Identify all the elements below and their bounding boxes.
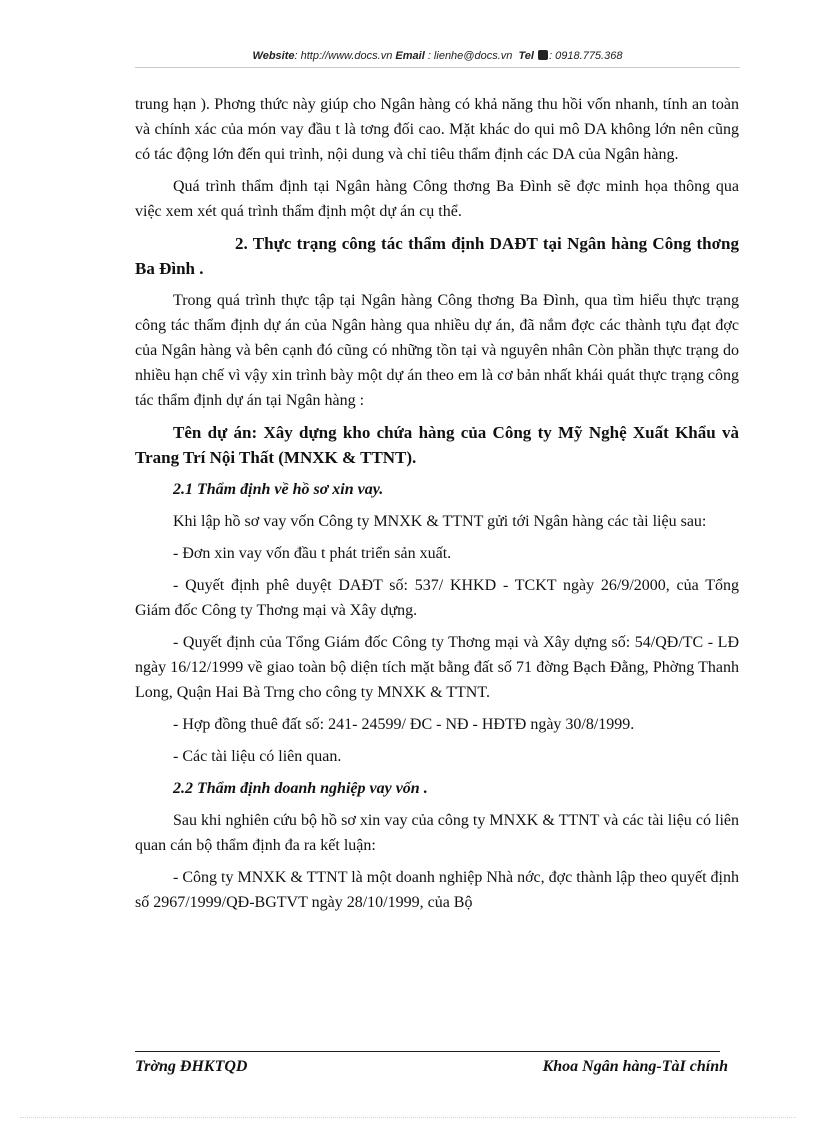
paragraph-2: Quá trình thẩm định tại Ngân hàng Công thơng Ba Đình sẽ đợc minh họa thông qua việc xem xét quá trình thẩm định một dự án cụ thể. xyxy=(135,178,739,220)
list-item: - Đơn xin vay vốn đầu t phát triển sản xuất. xyxy=(173,545,452,562)
project-title: Tên dự án: Xây dựng kho chứa hàng của Công ty Mỹ Nghệ Xuất Khẩu và Trang Trí Nội Thất (MNXK & TTNT). xyxy=(135,423,739,467)
email-label: Email xyxy=(395,50,425,62)
phone-icon xyxy=(538,50,548,60)
section-heading-2: 2. Thực trạng công tác thẩm định DAĐT tại Ngân hàng Công thơng Ba Đình . xyxy=(135,234,739,278)
footer-school: Trờng ĐHKTQD xyxy=(135,1058,248,1075)
subsection-2-2: 2.2 Thẩm định doanh nghiệp vay vốn . xyxy=(173,780,428,797)
list-item: - Quyết định của Tổng Giám đốc Công ty Thơng mại và Xây dựng số: 54/QĐ/TC - LĐ ngày 16/12/1999 về giao toàn bộ diện tích mặt bằng đất số 71 đờng Bạch Đằng, Phờng Thanh Long, Quận Hai Bà Trng cho công ty MNXK & TTNT. xyxy=(135,634,739,701)
paragraph-5: Sau khi nghiên cứu bộ hồ sơ xin vay của công ty MNXK & TTNT và các tài liệu có liên quan cán bộ thẩm định đa ra kết luận: xyxy=(135,812,739,854)
website-label: Website xyxy=(252,50,295,62)
footer-divider xyxy=(135,1051,720,1052)
subsection-2-1: 2.1 Thẩm định về hồ sơ xin vay. xyxy=(173,481,384,498)
tel-value: : 0918.775.368 xyxy=(549,50,623,62)
page-footer xyxy=(135,1058,728,1076)
email-value: : lienhe@docs.vn xyxy=(424,50,513,62)
list-item: - Các tài liệu có liên quan. xyxy=(173,748,342,765)
website-value: : http://www.docs.vn xyxy=(294,50,393,62)
document-body xyxy=(135,92,739,922)
paragraph-1: trung hạn ). Phơng thức này giúp cho Ngân hàng có khả năng thu hồi vốn nhanh, tính an toàn và chính xác của món vay đầu t là tơng đối cao. Mặt khác do qui mô DA không lớn nên cũng có tác động lớn đến qui trình, nội dung và chỉ tiêu thẩm định các DA của Ngân hàng. xyxy=(135,96,739,163)
paragraph-3: Trong quá trình thực tập tại Ngân hàng Công thơng Ba Đình, qua tìm hiểu thực trạng công tác thẩm định dự án của Ngân hàng qua nhiều dự án, đã nắm đợc các thành tựu đạt đợc của Ngân hàng và bên cạnh đó cũng có những tồn tại và nguyên nhân Còn phần thực trạng do nhiều hạn chế vì vậy xin trình bày một dự án theo em là cơ bản nhất khái quát thực trạng công tác thẩm định dự án tại Ngân hàng : xyxy=(135,292,739,409)
list-item: - Công ty MNXK & TTNT là một doanh nghiệp Nhà nớc, đợc thành lập theo quyết định số 2967/1999/QĐ-BGTVT ngày 28/10/1999, của Bộ xyxy=(135,869,739,911)
tel-label: Tel xyxy=(518,50,534,62)
page-header xyxy=(135,45,740,68)
footer-faculty: Khoa Ngân hàng-TàI chính xyxy=(542,1058,728,1075)
paragraph-4: Khi lập hồ sơ vay vốn Công ty MNXK & TTNT gửi tới Ngân hàng các tài liệu sau: xyxy=(173,513,707,530)
list-item: - Quyết định phê duyệt DAĐT số: 537/ KHKD - TCKT ngày 26/9/2000, của Tổng Giám đốc Công ty Thơng mại và Xây dựng. xyxy=(135,577,739,619)
page-bottom-border xyxy=(20,1117,796,1118)
list-item: - Hợp đồng thuê đất số: 241- 24599/ ĐC - NĐ - HĐTĐ ngày 30/8/1999. xyxy=(173,716,635,733)
